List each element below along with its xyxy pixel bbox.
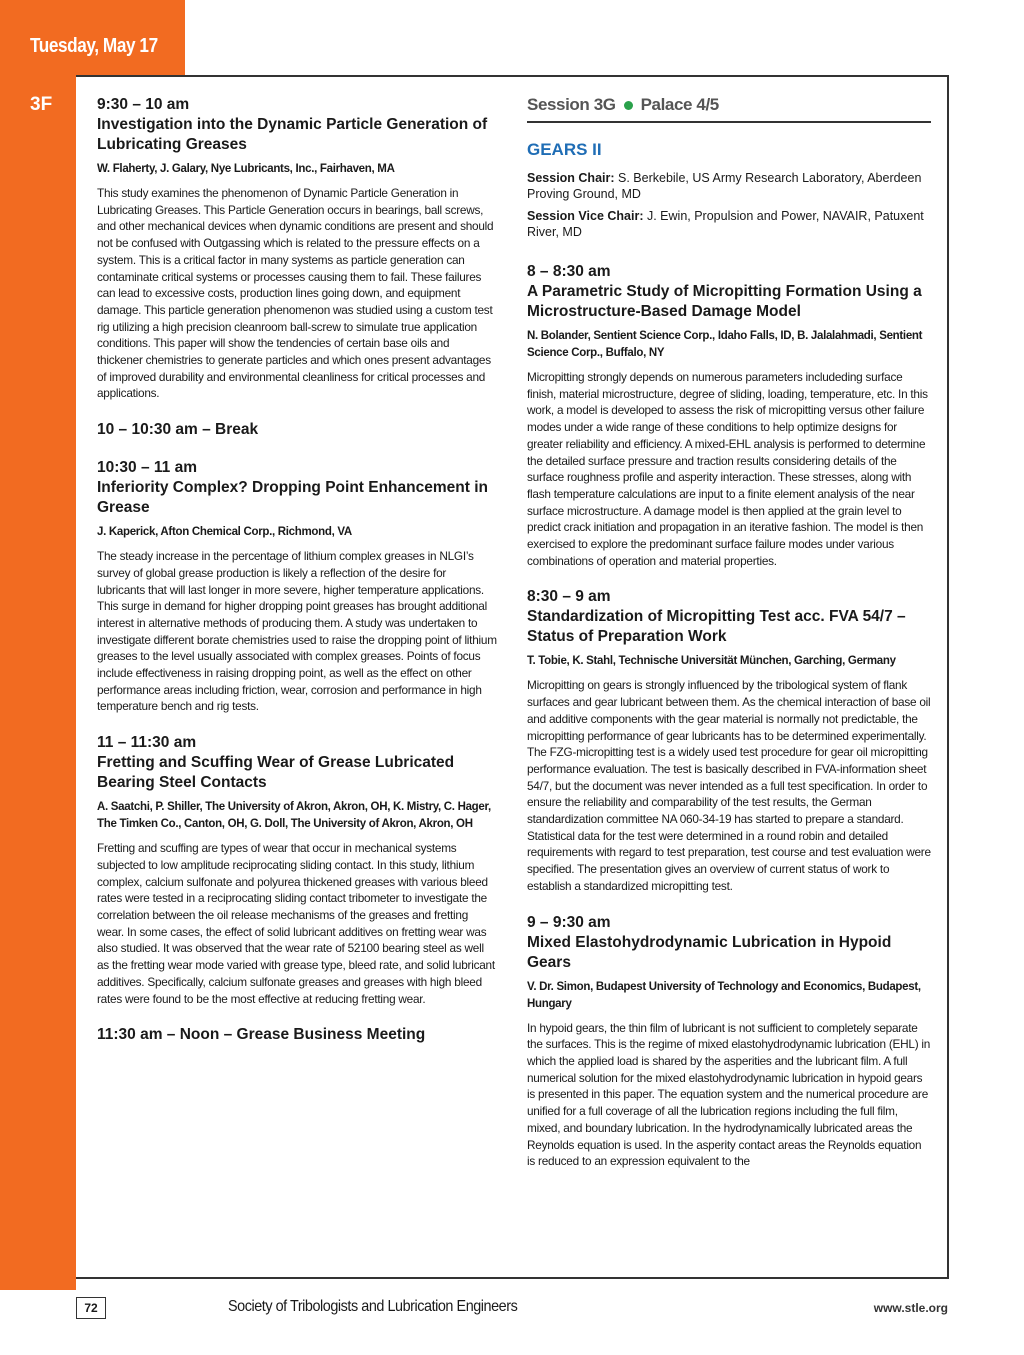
- organization-name: Society of Tribologists and Lubrication Engineers: [228, 1298, 518, 1315]
- session-vice-chair: [527, 208, 931, 240]
- talk-title: Standardization of Micropitting Test acc. FVA 54/7 – Status of Preparation Work: [527, 608, 906, 646]
- right-column: [527, 95, 931, 1170]
- talk-authors: W. Flaherty, J. Galary, Nye Lubricants, Inc., Fairhaven, MA: [97, 163, 395, 175]
- session-chair: [527, 170, 931, 202]
- session-title: GEARS II: [527, 140, 602, 159]
- talk-time: 8 – 8:30 am: [527, 263, 611, 280]
- bullet-dot-icon: [624, 101, 633, 110]
- talk-title: A Parametric Study of Micropitting Formation Using a Microstructure-Based Damage Model: [527, 283, 922, 320]
- talk-title: Inferiority Complex? Dropping Point Enhancement in Grease: [97, 479, 488, 517]
- talk-authors: J. Kaperick, Afton Chemical Corp., Richmond, VA: [97, 526, 352, 539]
- talk-block: [527, 262, 931, 569]
- talk-time: 10:30 – 11 am: [97, 459, 197, 477]
- page-number: 72: [76, 1297, 106, 1319]
- talk-authors: V. Dr. Simon, Budapest University of Technology and Economics, Budapest, Hungary: [527, 980, 921, 1010]
- talk-title: Fretting and Scuffing Wear of Grease Lubricated Bearing Steel Contacts: [97, 754, 455, 792]
- talk-abstract: In hypoid gears, the thin film of lubricant is not sufficient to completely separate the surfaces. This is the regime of mixed elastohydrodynamic lubrication (EHL) in which the applied load is shared by the asperities and the lubricant film. A full numerical solution for the mixed elastohydrodynamic lubrication in hypoid gears is presented in this paper. The equation system and the numerical procedure are unified for a full coverage of all the lubrication regions including the full film, mixed, and boundary lubrication. In the hydrodynamically lubricated areas the Reynolds equation is used. In the asperity contact areas the Reynolds equation is reduced to an expression equivalent to the: [527, 1020, 931, 1169]
- talk-title: Mixed Elastohydrodynamic Lubrication in Hypoid Gears: [527, 933, 892, 971]
- left-orange-strip: [0, 75, 76, 1290]
- page-footer: [0, 1297, 1024, 1321]
- meeting-label: 11:30 am – Noon – Grease Business Meeting: [97, 1026, 426, 1044]
- chair-name: S. Berkebile, US Army Research Laboratory, Aberdeen Proving Ground, MD: [527, 171, 922, 201]
- talk-block: [97, 95, 497, 402]
- talk-abstract: Fretting and scuffing are types of wear that occur in mechanical systems subjected to low amplitude reciprocating sliding contact. In this study, lithium complex, calcium sulfonate and polyurea thickened greases with various bleed rates were tested in a reciprocating sliding contact tribometer to investigate the correlation between the oil release mechanisms of the greases and fretting wear. In some cases, the effect of solid lubricant additives on fretting wear was also studied. It was observed that the wear rate of 52100 bearing steel as well as the fretting wear mode varied with grease type, bleed rate, and solid lubricant additives. Specifically, calcium sulfonate greases and greases with high bleed rates were found to be the most effective at reducing fretting wear.: [97, 841, 495, 1006]
- session-header: [527, 95, 931, 123]
- talk-block: [97, 458, 497, 715]
- talk-abstract: Micropitting strongly depends on numerous parameters includeding surface finish, material microstructure, degree of sliding, loading, temperature, etc. In this work, a model is developed to assess the risk of micropitting versus other failure modes under a wide range of these conditions to help optimize designs for greater reliability and efficiency. A mixed-EHL analysis is performed to determine the detailed surface pressure and traction results considering details of the surface roughness profile and asperity interaction. These stresses, along with flash temperature calculations are input to a finite element analysis of the near surface microstructure. A damage model is then applied at the grain level to predict crack initiation and propagation in an iterative fashion. The model is then exercised to explore the predominant surface failure modes under various combinations of operation and material properties.: [527, 370, 928, 568]
- talk-time: 11 – 11:30 am: [97, 734, 197, 752]
- talk-authors: N. Bolander, Sentient Science Corp., Idaho Falls, ID, B. Jalalahmadi, Sentient Science Corp., Buffalo, NY: [527, 330, 923, 359]
- session-room: Palace 4/5: [640, 95, 719, 114]
- talk-abstract: Micropitting on gears is strongly influenced by the tribological system of flank surfaces and gear lubricant between them. As the chemical interaction of base oil and additive components with the gear material is normally not predictable, the micropitting performance of gear lubricants has to be determined experimentally. The FZG-micropitting test is a widely used test procedure for gear oil micropitting performance evaluation. The test is basically described in FVA-information sheet 54/7, but the document was never intended as a full test specification. In order to ensure the reliability and comparability of the test results, the German standardization committee NA 060-34-19 has started to prepare a standard. Statistical data for the test were determined in a round robin and detailed requirements with regard to test preparation, test course and test evaluation were specified. The presentation gives an overview of current status of work to establish a standardized micropitting test.: [527, 678, 931, 893]
- left-column: [97, 95, 497, 1045]
- vice-chair-name: J. Ewin, Propulsion and Power, NAVAIR, Patuxent River, MD: [527, 209, 924, 239]
- vice-chair-label: Session Vice Chair:: [527, 209, 644, 223]
- talk-time: 8:30 – 9 am: [527, 588, 611, 606]
- talk-abstract: The steady increase in the percentage of lithium complex greases in NLGI’s survey of global grease production is likely a reflection of the desire for lubricants that will last longer in more severe, higher temperature applications. This surge in demand for higher dropping point greases has brought additional interest in alternative methods of producing them. A study was undertaken to investigate different borate chemistries used to raise the dropping point of lithium greases to the level usually associated with complex greases. Points of focus include effectiveness in raising dropping point, as well as the effect on other performance areas including friction, wear, corrosion and performance in high temperature bench and rig tests.: [97, 549, 497, 714]
- talk-time: 9:30 – 10 am: [97, 96, 190, 113]
- break-label: 10 – 10:30 am – Break: [97, 421, 259, 439]
- talk-authors: T. Tobie, K. Stahl, Technische Universität München, Garching, Germany: [527, 655, 896, 668]
- website-link[interactable]: www.stle.org: [873, 1301, 948, 1315]
- talk-block: [527, 587, 931, 894]
- day-label: Tuesday, May 17: [30, 35, 158, 57]
- talk-title: Investigation into the Dynamic Particle Generation of Lubricating Greases: [97, 116, 488, 153]
- talk-block: [97, 733, 497, 1007]
- session-code: 3F: [30, 94, 53, 115]
- session-label: Session 3G: [527, 95, 616, 114]
- talk-abstract: This study examines the phenomenon of Dynamic Particle Generation in Lubricating Greases. This Particle Generation occurs in bearings, ball screws, and other mechanical devices when dynamic conditions are present and should not be confused with Outgassing which is related to the pressure effects on a system. This is a critical factor in many systems as particle generation can contaminate critical systems or processes causing them to fail. These failures can lead to excessive costs, production lines going down, and equipment damage. This particle generation phenomenon was studied using a custom test rig utilizing a high precision cleanroom ball-screw to simulate true application conditions. This paper will show the tendencies of certain base oils and thickener chemistries to generate particles and which ones present advantages of improved durability and environmental cleanliness for critical processes and applications.: [97, 186, 494, 401]
- talk-time: 9 – 9:30 am: [527, 913, 611, 931]
- talk-block: [527, 913, 931, 1170]
- chair-label: Session Chair:: [527, 171, 615, 185]
- talk-authors: A. Saatchi, P. Shiller, The University of Akron, Akron, OH, K. Mistry, C. Hager, The Timken Co., Canton, OH, G. Doll, The University of Akron, Akron, OH: [97, 801, 491, 831]
